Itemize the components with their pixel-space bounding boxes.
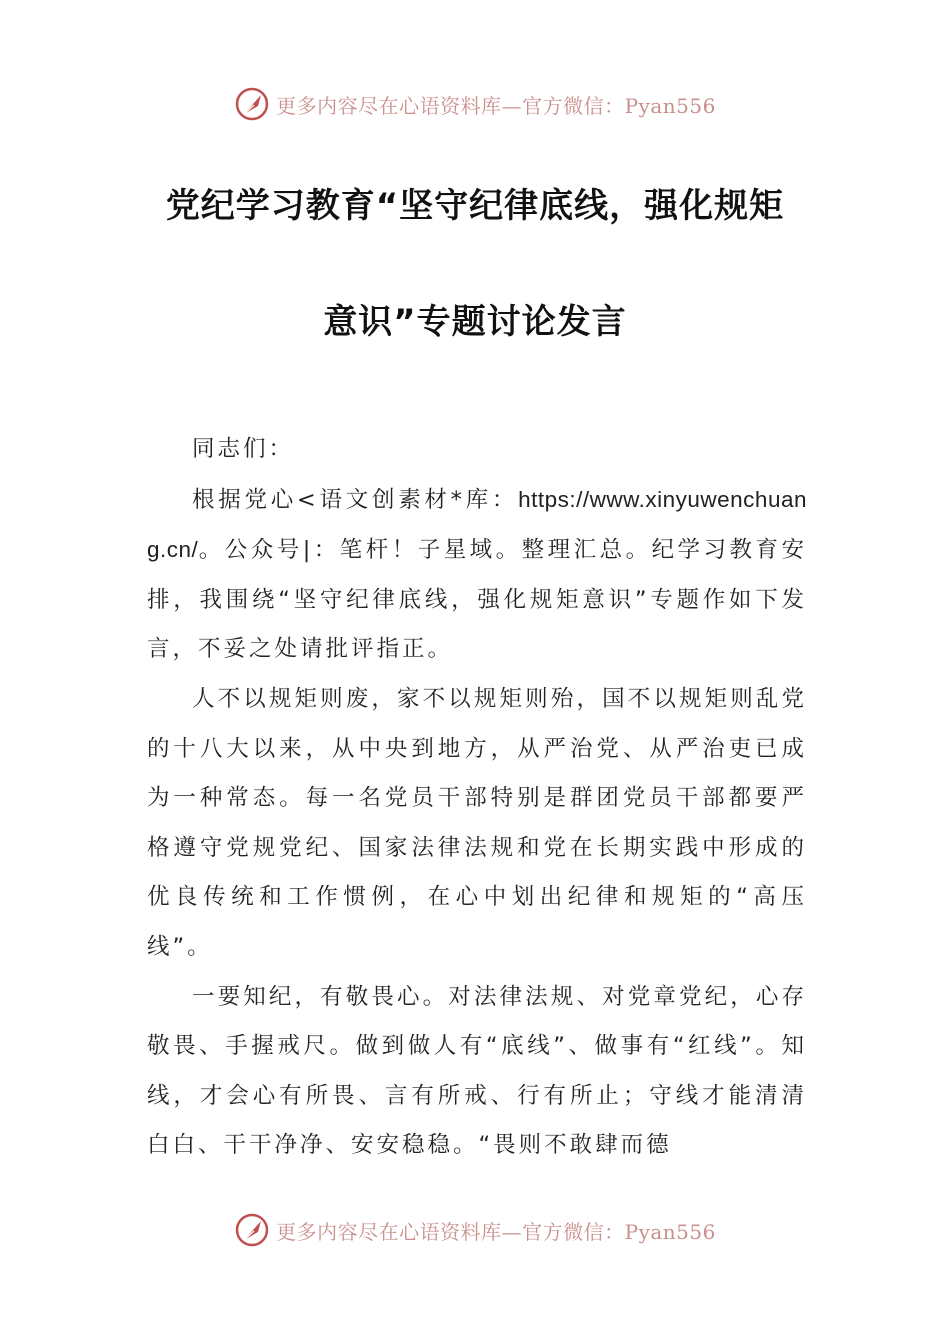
source-url: https://www.xinyuwenchuang.cn/ [147,486,807,563]
paragraph-1 [147,475,807,675]
banner-text: 更多内容尽在心语资料库— [276,93,523,118]
title-line-2: 意识”专题讨论发言 [323,302,627,342]
article-body [147,425,807,1171]
quill-logo-icon [234,1212,270,1248]
footer-banner-text: 更多内容尽在心语资料库— [276,1219,523,1244]
paragraph-1-rest: 。公众号|：笔杆！子星域。整理汇总。纪学习教育安排，我围绕“坚守纪律底线，强化规矩意识”专题作如下发言，不妥之处请批评指正。 [147,537,807,663]
paragraph-3: 一要知纪，有敬畏心。对法律法规、对党章党纪，心存敬畏、手握戒尺。做到做人有“底线”、做事有“红线”。知线，才会心有所畏、言有所戒、行有所止；守线才能清清白白、干干净净、安安稳稳。“畏则不敢肆而德 [147,983,807,1159]
quill-logo-icon [234,86,270,122]
paragraph-2: 人不以规矩则废，家不以规矩则殆，国不以规矩则乱党的十八大以来，从中央到地方，从严治党、从严治吏已成为一种常态。每一名党员干部特别是群团党员干部都要严格遵守党规党纪、国家法律法规和党在长期实践中形成的优良传统和工作惯例，在心中划出纪律和规矩的“高压线”。 [147,685,807,960]
title-line-1: 党纪学习教育“坚守纪律底线，强化规矩 [165,186,785,226]
header-banner [0,84,950,124]
footer-banner-wechat: 官方微信：Pyan556 [522,1219,716,1244]
greeting: 同志们： [192,436,295,462]
paragraph-1-intro: 根据党心<语文创素材*库： [192,486,519,513]
footer-banner [0,1210,950,1250]
banner-wechat: 官方微信：Pyan556 [522,93,716,118]
